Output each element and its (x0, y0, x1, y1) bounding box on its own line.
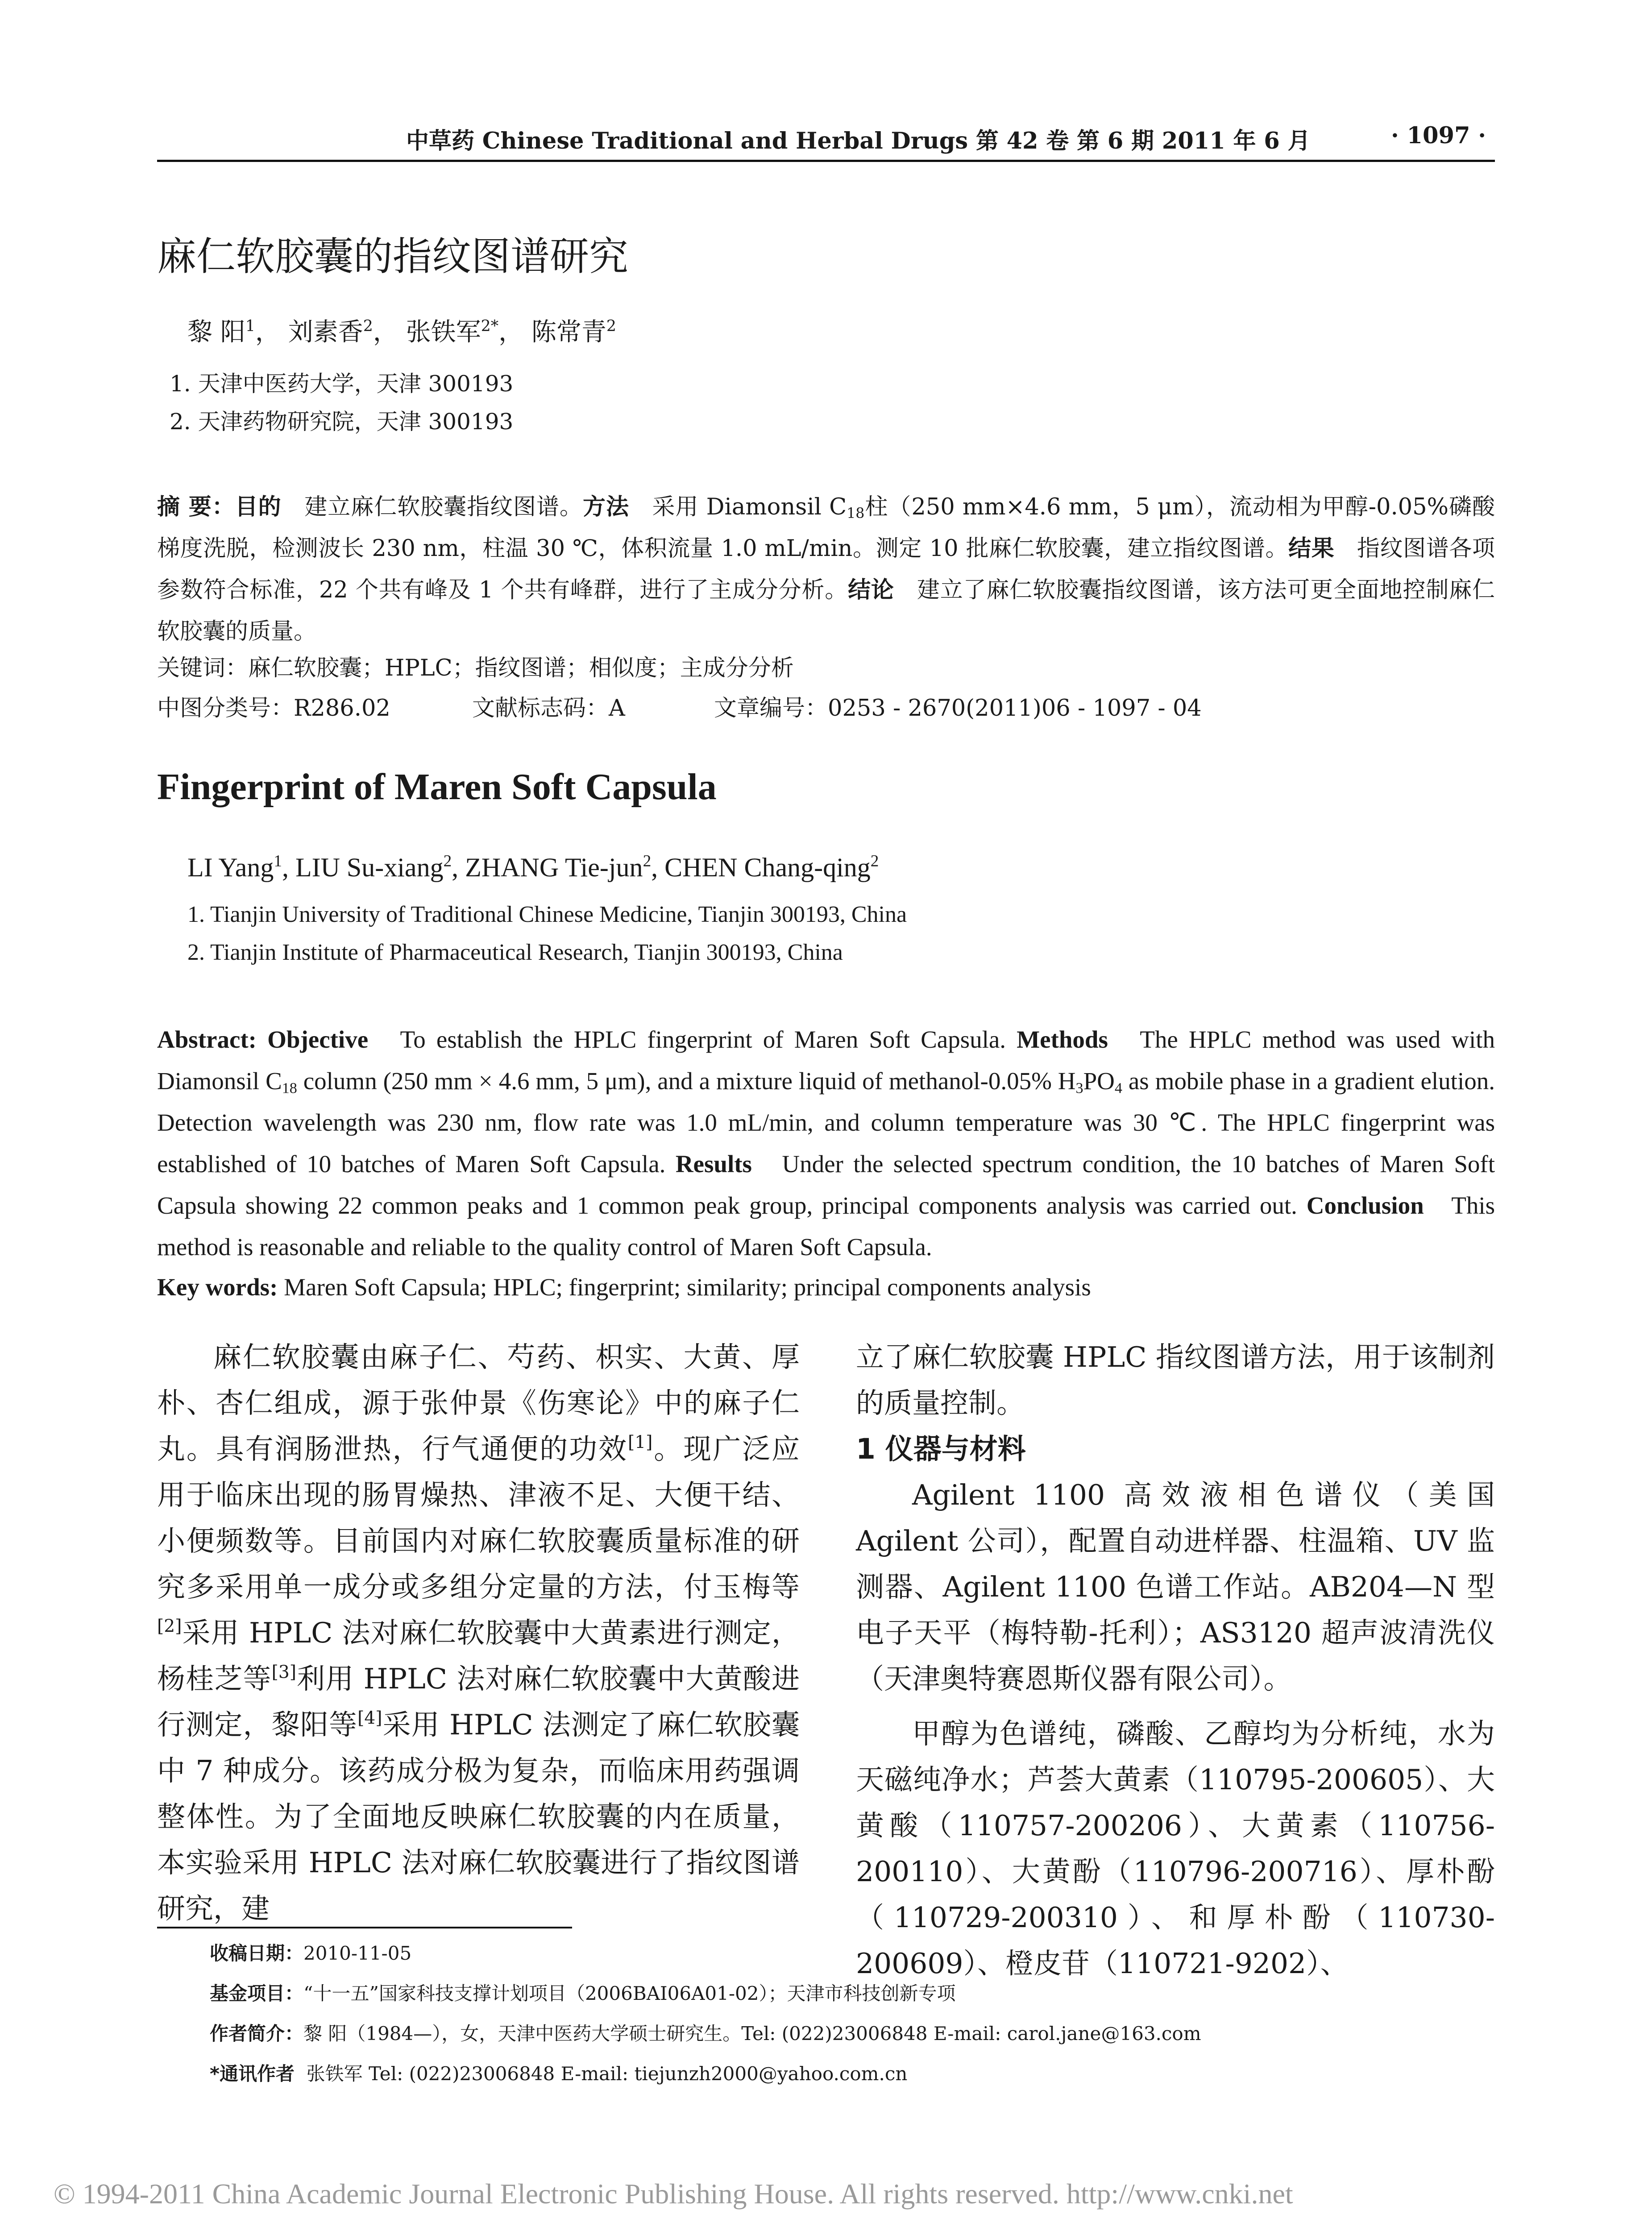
subscript: 4 (1114, 1080, 1122, 1097)
copyright-notice: © 1994-2011 China Academic Journal Electronic Publishing House. All rights reserved. http://www.cnki.net (54, 2178, 1293, 2210)
body-text: 。现广泛应用于临床出现的肠胃燥热、津液不足、大便干结、小便频数等。目前国内对麻仁软胶囊质量标准的研究多采用单一成分或多组分定量的方法，付玉梅等 (157, 1433, 800, 1603)
footnote-label: 基金项目： (210, 1982, 304, 2004)
footnote-label: 作者简介： (210, 2023, 304, 2044)
conclusion-label: Conclusion (1306, 1192, 1424, 1219)
body-text: 采用 HPLC 法对麻仁软胶囊中大黄素进行测定，杨桂芝等 (157, 1617, 800, 1695)
doc-label: 文献标志码： (472, 695, 609, 722)
footnote-funding (210, 1979, 956, 2006)
english-keywords (157, 1266, 1495, 1308)
running-header (157, 117, 1495, 162)
clc-label: 中图分类号： (157, 695, 294, 722)
methods-text: column (250 mm × 4.6 mm, 5 μm), and a mixture liquid of methanol-0.05% H (297, 1067, 1076, 1095)
chinese-keywords (157, 649, 794, 682)
subscript: 18 (847, 505, 865, 522)
subscript: 18 (282, 1080, 297, 1097)
objective-label: Objective (267, 1026, 369, 1053)
body-right-column (856, 1334, 1495, 1986)
article-label: 文章编号： (714, 695, 828, 722)
body-paragraph: Agilent 1100 高效液相色谱仪（美国 Agilent 公司），配置自动进样器、柱温箱、UV 监测器、Agilent 1100 色谱工作站。AB204—N 型电子天平（梅特勒-托利）；AS3120 超声波清洗仪（天津奥特赛恩斯仪器有限公司）。 (856, 1479, 1495, 1695)
author-name: CHEN Chang-qing (664, 853, 871, 882)
author-name: 陈常青 (531, 318, 606, 347)
author-sup: 2 (870, 852, 879, 871)
body-left-column (157, 1334, 800, 1932)
doc-value: A (609, 695, 625, 722)
english-authors: LI Yang$^1$, LIU Su-xiang$^2$, ZHANG Tie-jun$^2$, CHEN Chang-qing$^2$ (187, 852, 879, 882)
methods-label: Methods (1017, 1026, 1108, 1053)
footnote-text: “十一五”国家科技支撑计划项目（2006BAI06A01-02）；天津市科技创新专项 (303, 1982, 956, 2004)
methods-text: 柱（250 mm×4.6 mm，5 μm），流动相为甲醇-0.05%磷酸梯度洗脱，检测波长 230 nm，柱温 30 ℃，体积流量 1.0 mL/min。测定 10 批麻仁软胶囊，建立指纹图谱。 (157, 494, 1495, 562)
results-text: Under the selected spectrum condition, the 10 batches of Maren Soft Capsula showing 22 common peaks and 1 common peak group, principal components analysis was carried out. (157, 1150, 1495, 1219)
body-paragraph (157, 1334, 800, 1932)
abstract-label: Abstract: (157, 1026, 257, 1053)
footnote-label: *通讯作者 (210, 2063, 295, 2085)
conclusion-label: 结论 (848, 577, 894, 603)
english-abstract (157, 1019, 1495, 1268)
results-text: 指纹图谱各项参数符合标准，22 个共有峰及 1 个共有峰群，进行了主成分分析。 (157, 535, 1495, 603)
author-sup: 2 (363, 317, 373, 336)
footnote-label: 收稿日期： (210, 1942, 304, 1964)
author-name: 张铁军 (406, 318, 481, 347)
conclusion-text: This method is reasonable and reliable to the quality control of Maren Soft Capsula. (157, 1192, 1495, 1261)
author-sup: 2 (606, 317, 616, 336)
keywords-label: Key words: (157, 1273, 278, 1301)
abstract-label: 摘 要： (157, 494, 235, 520)
footnote-text: 黎 阳（1984—），女，天津中医药大学硕士研究生。Tel: (022)23006848 E-mail: carol.jane@163.com (303, 2023, 1201, 2044)
footnote-text: 2010-11-05 (303, 1942, 412, 1964)
conclusion-text: 建立了麻仁软胶囊指纹图谱，该方法可更全面地控制麻仁软胶囊的质量。 (157, 577, 1495, 645)
clc-number (157, 689, 390, 722)
author-sup: 2 (443, 852, 452, 871)
citation: [1] (628, 1432, 653, 1453)
footnote-corresponding (210, 2059, 907, 2086)
author-name: ZHANG Tie-jun (465, 853, 643, 882)
author-name: 刘素香 (288, 318, 363, 347)
results-label: 结果 (1288, 535, 1335, 562)
page-number: · 1097 · (1391, 122, 1486, 149)
article-number (714, 689, 1202, 722)
english-title: Fingerprint of Maren Soft Capsula (157, 766, 717, 808)
footnote-author-bio (210, 2019, 1201, 2046)
subscript: 3 (1075, 1080, 1083, 1097)
methods-text: PO (1083, 1067, 1115, 1095)
results-label: Results (675, 1150, 752, 1178)
chinese-affiliation-1: 1. 天津中医药大学，天津 300193 (170, 371, 514, 397)
citation: [4] (357, 1708, 382, 1729)
document-code (472, 689, 625, 722)
journal-header: 中草药 Chinese Traditional and Herbal Drugs 第 42 卷 第 6 期 2011 年 6 月 (406, 128, 1311, 154)
keywords-label: 关键词： (157, 655, 249, 681)
body-text: 利用 HPLC 法对麻仁软胶囊中大黄酸进行测定，黎阳等 (157, 1663, 800, 1741)
chinese-affiliation-2: 2. 天津药物研究院，天津 300193 (170, 409, 514, 435)
footnote-received (210, 1939, 411, 1966)
body-paragraph: 立了麻仁软胶囊 HPLC 指纹图谱方法，用于该制剂的质量控制。 (856, 1341, 1495, 1419)
footnote-text: 张铁军 Tel: (022)23006848 E-mail: tiejunzh2000@yahoo.com.cn (306, 2063, 908, 2085)
author-sup: 1 (274, 852, 282, 871)
footnote-rule (157, 1927, 572, 1928)
citation: [3] (271, 1662, 296, 1683)
body-text: 麻仁软胶囊由麻子仁、芍药、枳实、大黄、厚朴、杏仁组成，源于张仲景《伤寒论》中的麻子仁丸。具有润肠泄热，行气通便的功效 (157, 1341, 800, 1465)
section-heading: 1 仪器与材料 (856, 1433, 1026, 1465)
body-text: 采用 HPLC 法测定了麻仁软胶囊中 7 种成分。该药成分极为复杂，而临床用药强调整体性。为了全面地反映麻仁软胶囊的内在质量，本实验采用 HPLC 法对麻仁软胶囊进行了指纹图谱研究，建 (157, 1708, 800, 1925)
clc-value: R286.02 (294, 695, 390, 722)
keywords-text: 麻仁软胶囊；HPLC；指纹图谱；相似度；主成分分析 (248, 655, 794, 681)
author-name: LI Yang (187, 853, 274, 882)
objective-text: To establish the HPLC fingerprint of Maren Soft Capsula. (400, 1026, 1006, 1053)
author-name: LIU Su-xiang (295, 853, 444, 882)
article-value: 0253 - 2670(2011)06 - 1097 - 04 (828, 695, 1202, 722)
chinese-title: 麻仁软胶囊的指纹图谱研究 (157, 233, 629, 279)
objective-text: 建立麻仁软胶囊指纹图谱。 (304, 494, 583, 520)
author-name: 黎 阳 (187, 318, 245, 347)
citation: [2] (157, 1616, 182, 1637)
methods-text: as mobile phase in a gradient elution. Detection wavelength was 230 nm, flow rate was 1.0 mL/min, and column temperature was 30 ℃. The HPLC fingerprint was established of 10 batches of Maren Soft Capsula. (157, 1067, 1495, 1178)
english-affiliation-2: 2. Tianjin Institute of Pharmaceutical Research, Tianjin 300193, China (187, 940, 843, 965)
chinese-authors: 黎 阳$^1$， 刘素香$^2$， 张铁军$^{2*}$， 陈常青$^2$ (187, 317, 616, 347)
methods-text: 采用 Diamonsil C (652, 494, 847, 520)
objective-label: 目的 (235, 494, 282, 520)
methods-text: The HPLC method was used with Diamonsil C (157, 1026, 1495, 1095)
body-paragraph: 甲醇为色谱纯，磷酸、乙醇均为分析纯，水为天磁纯净水；芦荟大黄素（110795-200605）、大黄酸（110757-200206）、大黄素（110756-200110）、大黄酚（110796-200716）、厚朴酚（110729-200310）、和厚朴酚（110730-200609）、橙皮苷（110721-9202）、 (856, 1717, 1495, 1980)
author-sup: 2 (643, 852, 652, 871)
author-sup: 2* (481, 317, 499, 336)
methods-label: 方法 (582, 494, 629, 520)
english-affiliation-1: 1. Tianjin University of Traditional Chinese Medicine, Tianjin 300193, China (187, 902, 907, 927)
chinese-abstract (157, 486, 1495, 652)
author-sup: 1 (245, 317, 255, 336)
keywords-text: Maren Soft Capsula; HPLC; fingerprint; similarity; principal components analysis (284, 1273, 1091, 1301)
